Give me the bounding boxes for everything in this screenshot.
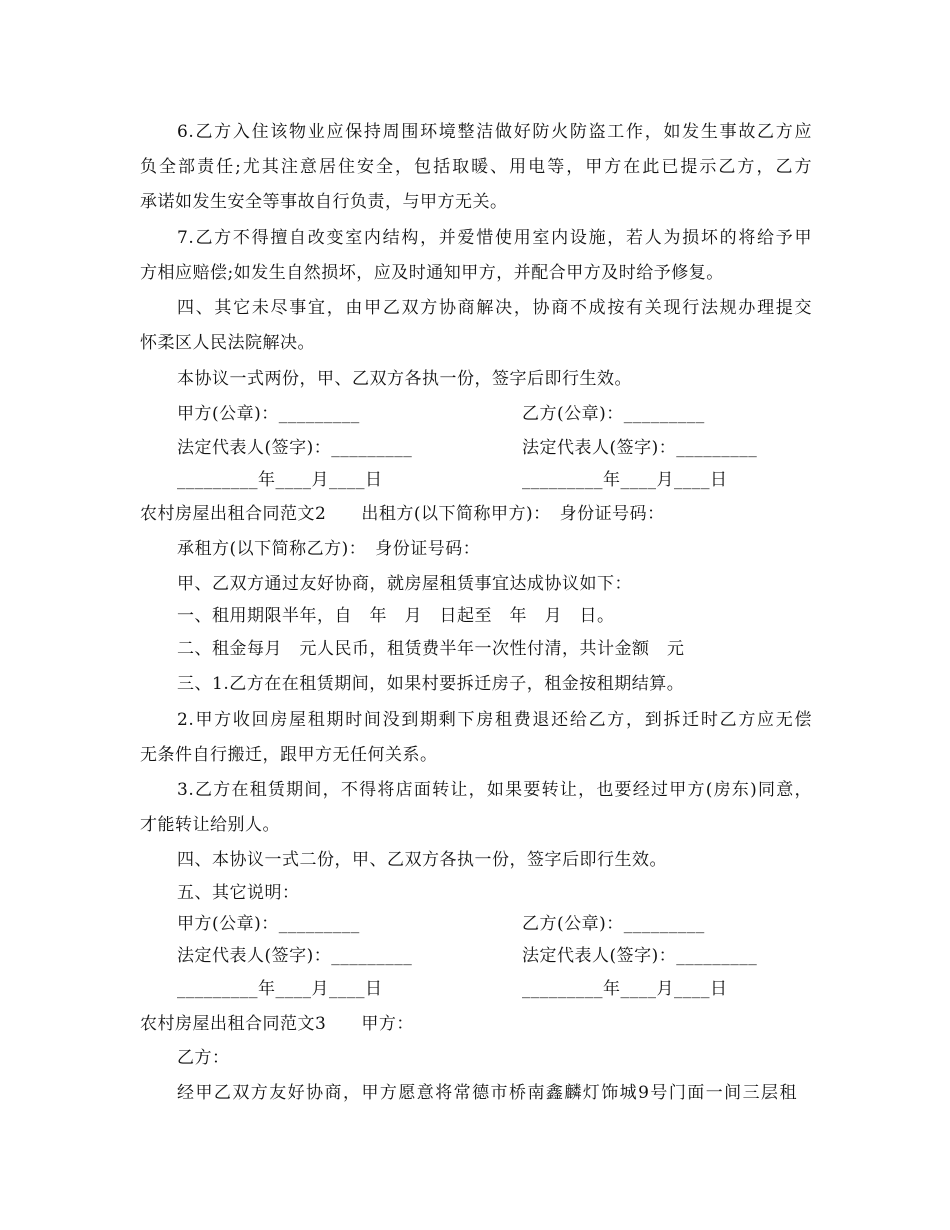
clause-7-line-1: 7.乙方不得擅自改变室内结构，并爱惜使用室内设施，若人为损坏的将给予甲 [177, 228, 812, 248]
section-4-line-2: 怀柔区人民法院解决。 [140, 333, 315, 353]
clause-3-2-line-1: 2.甲方收回房屋租期时间没到期剩下房租费退还给乙方，到拆迁时乙方应无偿 [177, 710, 812, 730]
clause-3-1: 三、1.乙方在在租赁期间，如果村要拆迁房子，租金按租期结算。 [177, 674, 685, 694]
effectivity-clause-2: 四、本协议一式二份，甲、乙双方各执一份，签字后即行生效。 [177, 850, 667, 870]
sample-3-party-b: 乙方： [177, 1048, 230, 1068]
term-clause: 一、租用期限半年，自 年 月 日起至 年 月 日。 [177, 606, 615, 626]
clause-6-line-2: 负全部责任;尤其注意居住安全，包括取暖、用电等，甲方在此已提示乙方，乙方 [140, 157, 812, 177]
lessee-line: 承租方(以下简称乙方)： 身份证号码： [177, 539, 481, 559]
section-4-line-1: 四、其它未尽事宜，由甲乙双方协商解决，协商不成按有关现行法规办理提交 [177, 298, 812, 318]
sign1-rep-a: 法定代表人(签字)：_________ [177, 438, 413, 458]
sample-3-heading: 农村房屋出租合同范文3 甲方： [140, 1014, 414, 1034]
sample-2-heading: 农村房屋出租合同范文2 出租方(以下简称甲方)： 身份证号码： [140, 504, 665, 524]
sign2-date-a: _________年____月____日 [177, 979, 383, 999]
sign1-rep-b: 法定代表人(签字)：_________ [522, 438, 758, 458]
sign1-date-a: _________年____月____日 [177, 470, 383, 490]
clause-3-3-line-2: 才能转让给别人。 [140, 815, 280, 835]
clause-3-2-line-2: 无条件自行搬迁，跟甲方无任何关系。 [140, 745, 438, 765]
sign2-rep-a: 法定代表人(签字)：_________ [177, 946, 413, 966]
clause-6-line-1: 6.乙方入住该物业应保持周围环境整洁做好防火防盗工作，如发生事故乙方应 [177, 122, 812, 142]
sign1-party-a: 甲方(公章)：_________ [177, 404, 360, 424]
sign1-party-b: 乙方(公章)：_________ [522, 404, 705, 424]
sample-3-intro: 经甲乙双方友好协商，甲方愿意将常德市桥南鑫麟灯饰城9号门面一间三层租 [177, 1083, 797, 1103]
sign2-party-b: 乙方(公章)：_________ [522, 914, 705, 934]
clause-6-line-3: 承诺如发生安全等事故自行负责，与甲方无关。 [140, 192, 508, 212]
sign2-rep-b: 法定代表人(签字)：_________ [522, 946, 758, 966]
agreement-intro: 甲、乙双方通过友好协商，就房屋租赁事宜达成协议如下： [177, 574, 632, 594]
effectivity-clause-1: 本协议一式两份，甲、乙双方各执一份，签字后即行生效。 [177, 369, 632, 389]
clause-7-line-2: 方相应赔偿;如发生自然损坏，应及时通知甲方，并配合甲方及时给予修复。 [140, 263, 724, 283]
sign2-date-b: _________年____月____日 [522, 979, 728, 999]
other-notes: 五、其它说明： [177, 883, 300, 903]
sign1-date-b: _________年____月____日 [522, 470, 728, 490]
clause-3-3-line-1: 3.乙方在租赁期间，不得将店面转让，如果要转让，也要经过甲方(房东)同意， [177, 780, 812, 800]
sign2-party-a: 甲方(公章)：_________ [177, 914, 360, 934]
rent-clause: 二、租金每月 元人民币，租赁费半年一次性付清，共计金额 元 [177, 639, 685, 659]
